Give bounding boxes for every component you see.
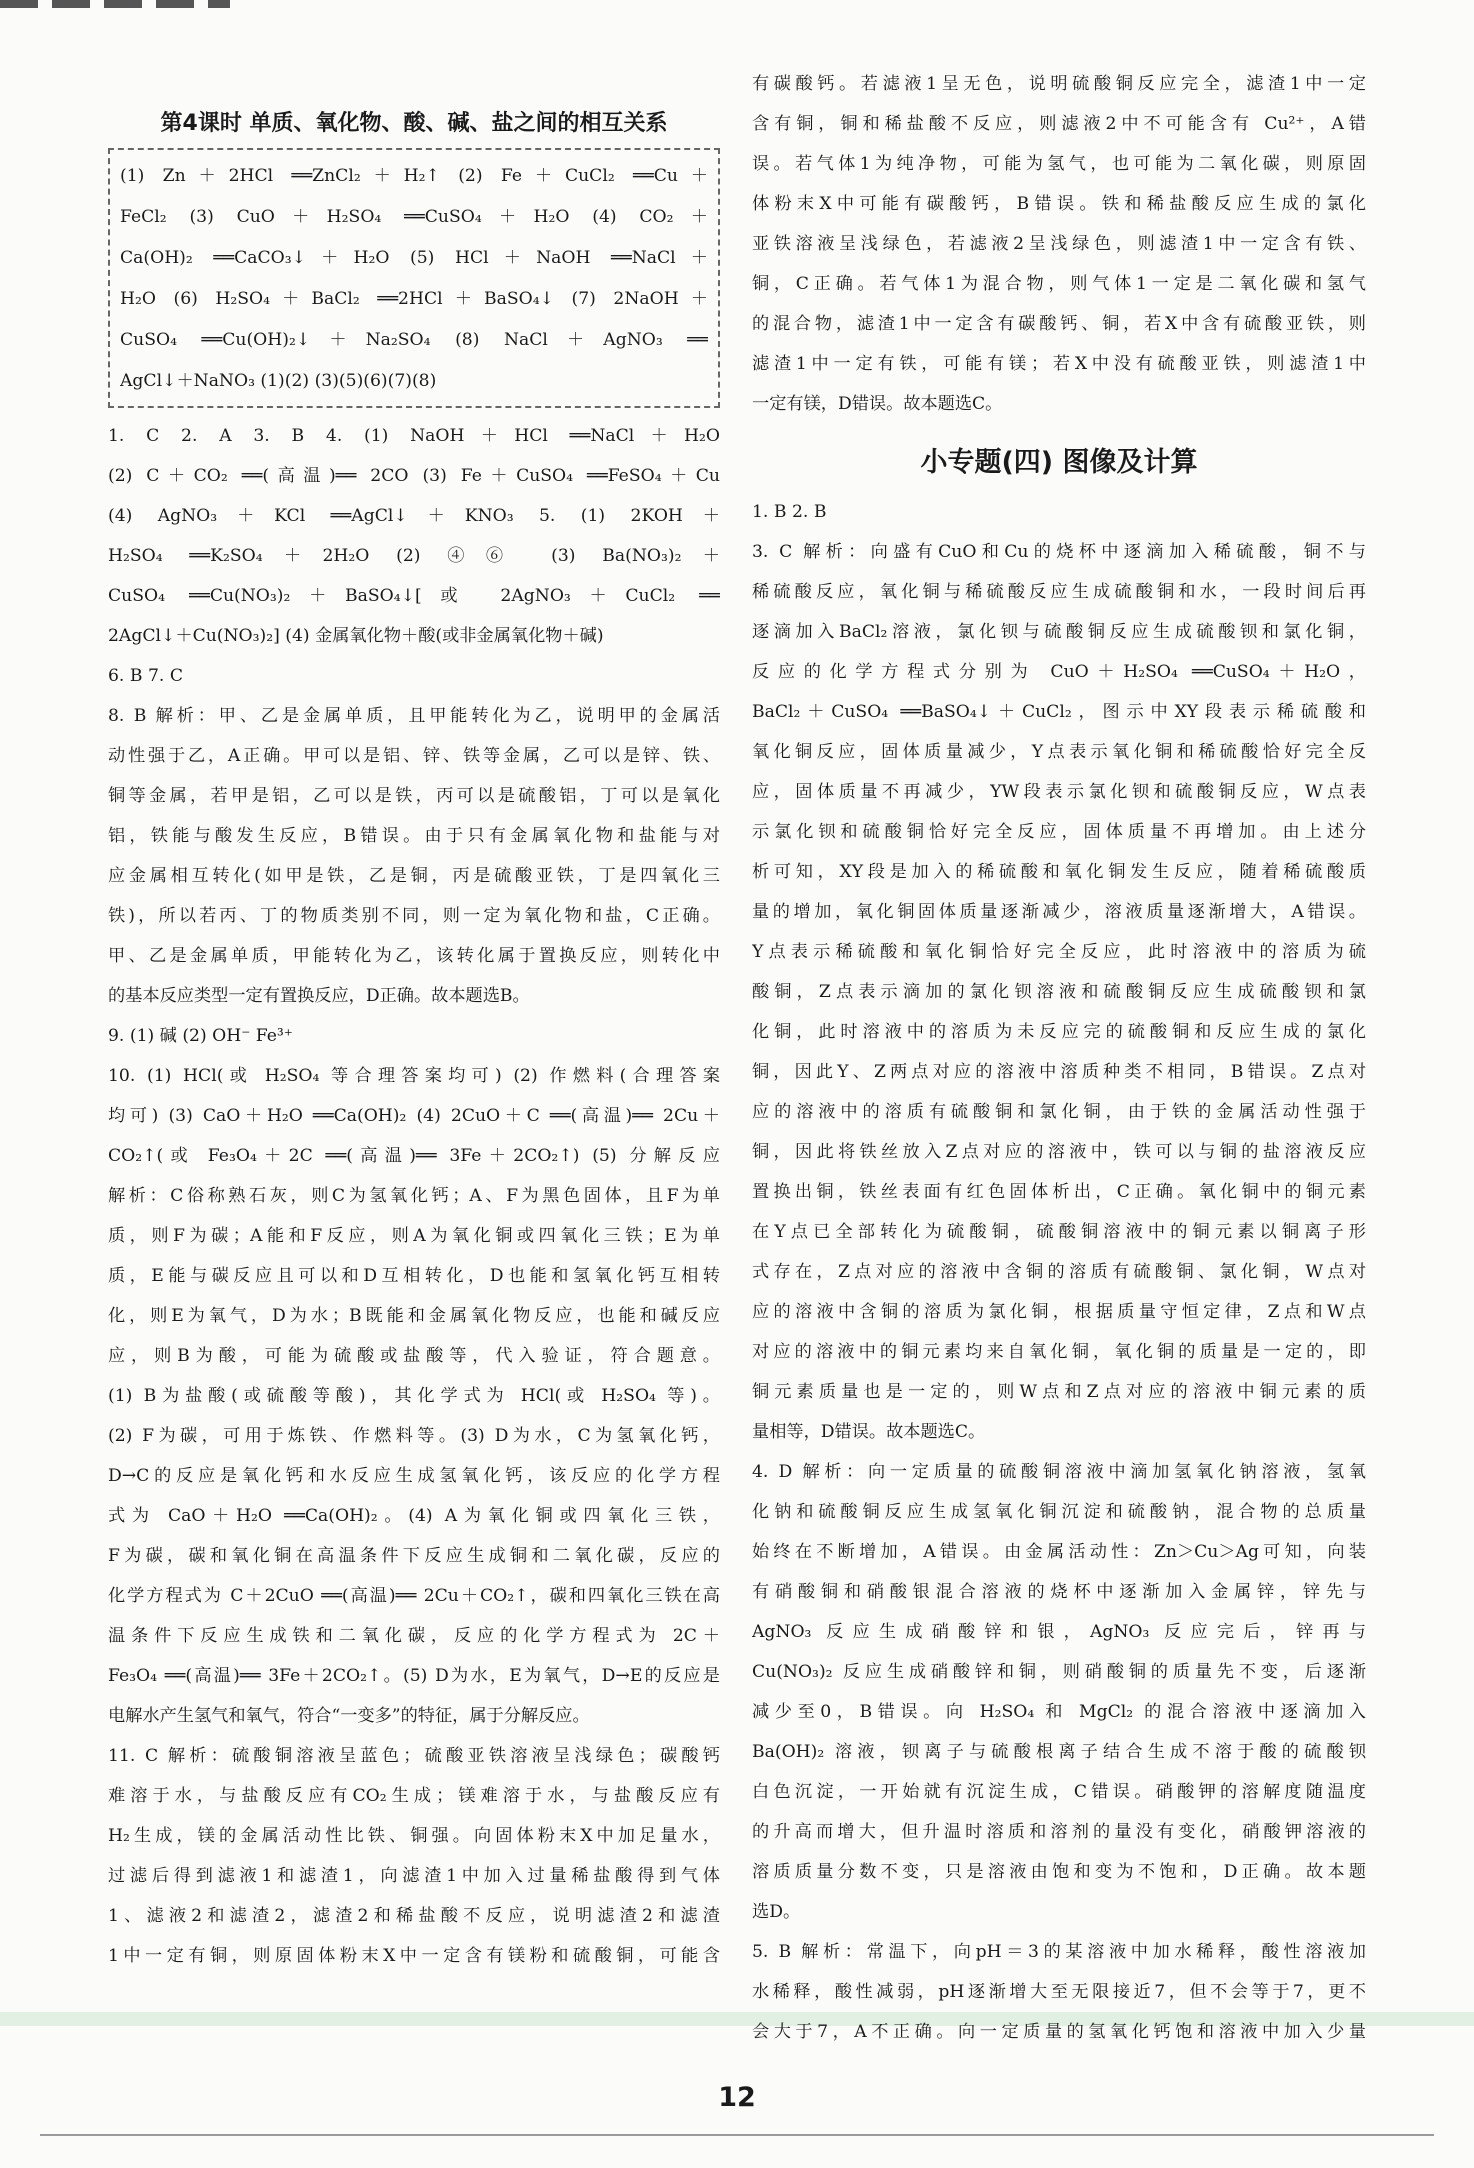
- section-title-lesson4: 第4课时 单质、氧化物、酸、碱、盐之间的相互关系: [160, 111, 668, 136]
- text-line: 1、滤液2和滤渣2，滤渣2和稀盐酸不反应，说明滤渣2和滤渣: [108, 1906, 720, 1926]
- text-line: 1. C 2. A 3. B 4. (1) NaOH＋HCl ══NaCl＋H₂O: [108, 426, 720, 446]
- text-line: 应，则B为酸，可能为硫酸或盐酸等，代入验证，符合题意。: [108, 1346, 720, 1366]
- text-line: 水稀释，酸性减弱，pH逐渐增大至无限接近7，但不会等于7，更不: [752, 1982, 1366, 2002]
- box-line: Ca(OH)₂ ══CaCO₃↓＋H₂O (5) HCl＋NaOH ══NaCl＋: [120, 248, 708, 268]
- text-line: 减少至0，B错误。向 H₂SO₄ 和 MgCl₂ 的混合溶液中逐滴加入: [752, 1702, 1366, 1722]
- text-line: Ba(OH)₂ 溶液，钡离子与硫酸根离子结合生成不溶于酸的硫酸钡: [752, 1742, 1366, 1762]
- text-line: 化铜，此时溶液中的溶质为未反应完的硫酸铜和反应生成的氯化: [752, 1022, 1366, 1042]
- text-line: 的基本反应类型一定有置换反应，D正确。故本题选B。: [108, 986, 530, 1006]
- text-line: 5. B 解析：常温下，向pH＝3的某溶液中加水稀释，酸性溶液加: [752, 1942, 1366, 1962]
- box-line: CuSO₄ ══Cu(OH)₂↓＋Na₂SO₄ (8) NaCl＋AgNO₃ ══: [120, 330, 708, 350]
- text-line: 铜，C正确。若气体1为混合物，则气体1一定是二氧化碳和氢气: [752, 274, 1366, 294]
- text-line: 质，E能与碳反应且可以和D互相转化，D也能和氢氧化钙互相转: [108, 1266, 720, 1286]
- text-line: 9. (1) 碱 (2) OH⁻ Fe³⁺: [108, 1026, 293, 1046]
- text-line: 会大于7，A不正确。向一定质量的氢氧化钙饱和溶液中加入少量: [752, 2022, 1366, 2042]
- text-line: 一定有镁，D错误。故本题选C。: [752, 394, 1003, 414]
- text-line: 体粉末X中可能有碳酸钙，B错误。铁和稀盐酸反应生成的氯化: [752, 194, 1366, 214]
- answer-text: [108, 416, 720, 1976]
- text-line: H₂SO₄ ══K₂SO₄＋2H₂O (2) ④⑥ (3) Ba(NO₃)₂＋: [108, 546, 720, 566]
- continued-answer-text: [752, 64, 1366, 424]
- text-line: 解析：C俗称熟石灰，则C为氢氧化钙；A、F为黑色固体，且F为单: [108, 1186, 720, 1206]
- text-line: 有硝酸铜和硝酸银混合溶液的烧杯中逐渐加入金属锌，锌先与: [752, 1582, 1366, 1602]
- text-line: 亚铁溶液呈浅绿色，若滤液2呈浅绿色，则滤渣1中一定含有铁、: [752, 234, 1366, 254]
- text-line: 铁)，所以若丙、丁的物质类别不同，则一定为氧化物和盐，C正确。: [108, 906, 720, 926]
- right-column: [752, 64, 1366, 2052]
- text-line: 铜等金属，若甲是铝，乙可以是铁，丙可以是硫酸铝，丁可以是氧化: [108, 786, 720, 806]
- text-line: 过滤后得到滤液1和滤渣1，向滤渣1中加入过量稀盐酸得到气体: [108, 1866, 720, 1886]
- text-line: 误。若气体1为纯净物，可能为氢气，也可能为二氧化碳，则原固: [752, 154, 1366, 174]
- left-column: [108, 104, 720, 1976]
- text-line: 铜元素质量也是一定的，则W点和Z点对应的溶液中铜元素的质: [752, 1382, 1366, 1402]
- text-line: (1) B为盐酸(或硫酸等酸)，其化学式为 HCl(或 H₂SO₄ 等)。: [108, 1386, 720, 1406]
- text-line: 示氯化钡和硫酸铜恰好完全反应，固体质量不再增加。由上述分: [752, 822, 1366, 842]
- text-line: 10. (1) HCl(或 H₂SO₄ 等合理答案均可) (2) 作燃料(合理答案: [108, 1066, 720, 1086]
- text-line: 选D。: [752, 1902, 801, 1922]
- text-line: 甲、乙是金属单质，甲能转化为乙，该转化属于置换反应，则转化中: [108, 946, 720, 966]
- text-line: 温条件下反应生成铁和二氧化碳，反应的化学方程式为 2C＋: [108, 1626, 720, 1646]
- text-line: 反应的化学方程式分别为 CuO＋H₂SO₄ ══CuSO₄＋H₂O，: [752, 662, 1366, 682]
- section-title-topic4: 小专题(四) 图像及计算: [920, 447, 1198, 478]
- text-line: 3. C 解析：向盛有CuO和Cu的烧杯中逐滴加入稀硫酸，铜不与: [752, 542, 1366, 562]
- text-line: 1. B 2. B: [752, 502, 827, 522]
- text-line: 的混合物，滤渣1中一定含有碳酸钙、铜，若X中含有硫酸亚铁，则: [752, 314, 1366, 334]
- text-line: 置换出铜，铁丝表面有红色固体析出，C正确。氧化铜中的铜元素: [752, 1182, 1366, 1202]
- box-line: AgCl↓＋NaNO₃ (1)(2) (3)(5)(6)(7)(8): [120, 371, 437, 391]
- text-line: 析可知，XY段是加入的稀硫酸和氧化铜发生反应，随着稀硫酸质: [752, 862, 1366, 882]
- text-line: 11. C 解析：硫酸铜溶液呈蓝色；硫酸亚铁溶液呈浅绿色；碳酸钙: [108, 1746, 720, 1766]
- box-line: H₂O (6) H₂SO₄＋BaCl₂ ══2HCl＋BaSO₄↓ (7) 2NaOH＋: [120, 289, 708, 309]
- text-line: 均可) (3) CaO＋H₂O ══Ca(OH)₂ (4) 2CuO＋C ══(高温)══ 2Cu＋: [108, 1106, 720, 1126]
- text-line: 对应的溶液中的铜元素均来自氧化铜，氧化铜的质量是一定的，即: [752, 1342, 1366, 1362]
- text-line: 的升高而增大，但升温时溶质和溶剂的量没有变化，硝酸钾溶液的: [752, 1822, 1366, 1842]
- text-line: 应金属相互转化(如甲是铁，乙是铜，丙是硫酸亚铁，丁是四氧化三: [108, 866, 720, 886]
- box-line: FeCl₂ (3) CuO＋H₂SO₄ ══CuSO₄＋H₂O (4) CO₂＋: [120, 207, 708, 227]
- text-line: 难溶于水，与盐酸反应有CO₂生成；镁难溶于水，与盐酸反应有: [108, 1786, 720, 1806]
- text-line: BaCl₂＋CuSO₄ ══BaSO₄↓＋CuCl₂，图示中XY段表示稀硫酸和: [752, 702, 1366, 722]
- text-line: 逐滴加入BaCl₂溶液，氯化钡与硫酸铜反应生成硫酸钡和氯化铜，: [752, 622, 1366, 642]
- text-line: 滤渣1中一定有铁，可能有镁；若X中没有硫酸亚铁，则滤渣1中: [752, 354, 1366, 374]
- text-line: Fe₃O₄ ══(高温)══ 3Fe＋2CO₂↑。(5) D为水，E为氧气，D→E的反应是: [108, 1666, 720, 1686]
- footer-rule: [40, 2134, 1434, 2136]
- text-line: 应，固体质量不再减少，YW段表示氯化钡和硫酸铜反应，W点表: [752, 782, 1366, 802]
- text-line: 4. D 解析：向一定质量的硫酸铜溶液中滴加氢氧化钠溶液，氢氧: [752, 1462, 1366, 1482]
- answer-text: [752, 492, 1366, 2052]
- text-line: 铝，铁能与酸发生反应，B错误。由于只有金属氧化物和盐能与对: [108, 826, 720, 846]
- text-line: CO₂↑(或 Fe₃O₄＋2C ══(高温)══ 3Fe＋2CO₂↑) (5) 分解反应: [108, 1146, 720, 1166]
- text-line: 铜，因此将铁丝放入Z点对应的溶液中，铁可以与铜的盐溶液反应: [752, 1142, 1366, 1162]
- text-line: D→C的反应是氧化钙和水反应生成氢氧化钙，该反应的化学方程: [108, 1466, 720, 1486]
- text-line: 化钠和硫酸铜反应生成氢氧化铜沉淀和硫酸钠，混合物的总质量: [752, 1502, 1366, 1522]
- text-line: 电解水产生氢气和氧气，符合“一变多”的特征，属于分解反应。: [108, 1706, 590, 1726]
- corner-mark: [0, 0, 230, 8]
- text-line: (4) AgNO₃＋KCl ══AgCl↓＋KNO₃ 5. (1) 2KOH＋: [108, 506, 720, 526]
- box-line: (1) Zn＋2HCl ══ZnCl₂＋H₂↑ (2) Fe＋CuCl₂ ══Cu＋: [120, 166, 708, 186]
- text-line: AgNO₃ 反应生成硝酸锌和银，AgNO₃ 反应完后，锌再与: [752, 1622, 1366, 1642]
- text-line: 化学方程式为 C＋2CuO ══(高温)══ 2Cu＋CO₂↑，碳和四氧化三铁在高: [108, 1586, 720, 1606]
- text-line: 2AgCl↓＋Cu(NO₃)₂] (4) 金属氧化物＋酸(或非金属氧化物＋碱): [108, 626, 604, 646]
- text-line: H₂生成，镁的金属活动性比铁、铜强。向固体粉末X中加足量水，: [108, 1826, 720, 1846]
- text-line: 白色沉淀，一开始就有沉淀生成，C错误。硝酸钾的溶解度随温度: [752, 1782, 1366, 1802]
- text-line: 应的溶液中含铜的溶质为氯化铜，根据质量守恒定律，Z点和W点: [752, 1302, 1366, 1322]
- text-line: 质，则F为碳；A能和F反应，则A为氧化铜或四氧化三铁；E为单: [108, 1226, 720, 1246]
- text-line: 铜，因此Y、Z两点对应的溶液中溶质种类不相同，B错误。Z点对: [752, 1062, 1366, 1082]
- page-number: 12: [718, 2082, 756, 2113]
- text-line: 应的溶液中的溶质有硫酸铜和氯化铜，由于铁的金属活动性强于: [752, 1102, 1366, 1122]
- text-line: F为碳，碳和氧化铜在高温条件下反应生成铜和二氧化碳，反应的: [108, 1546, 720, 1566]
- text-line: 在Y点已全部转化为硫酸铜，硫酸铜溶液中的铜元素以铜离子形: [752, 1222, 1366, 1242]
- text-line: 酸铜，Z点表示滴加的氯化钡溶液和硫酸铜反应生成硫酸钡和氯: [752, 982, 1366, 1002]
- text-line: 始终在不断增加，A错误。由金属活动性：Zn＞Cu＞Ag可知，向装: [752, 1542, 1366, 1562]
- equation-summary-box: [108, 148, 720, 408]
- text-line: (2) C＋CO₂ ══(高温)══ 2CO (3) Fe＋CuSO₄ ══FeSO₄＋Cu: [108, 466, 720, 486]
- text-line: 稀硫酸反应，氧化铜与稀硫酸反应生成硫酸铜和水，一段时间后再: [752, 582, 1366, 602]
- text-line: 化，则E为氧气，D为水；B既能和金属氧化物反应，也能和碱反应: [108, 1306, 720, 1326]
- text-line: Cu(NO₃)₂ 反应生成硝酸锌和铜，则硝酸铜的质量先不变，后逐渐: [752, 1662, 1366, 1682]
- text-line: 8. B 解析：甲、乙是金属单质，且甲能转化为乙，说明甲的金属活: [108, 706, 720, 726]
- text-line: 式存在，Z点对应的溶液中含铜的溶质有硫酸铜、氯化铜，W点对: [752, 1262, 1366, 1282]
- text-line: 含有铜，铜和稀盐酸不反应，则滤液2中不可能含有 Cu²⁺，A错: [752, 114, 1366, 134]
- text-line: 1中一定有铜，则原固体粉末X中一定含有镁粉和硫酸铜，可能含: [108, 1946, 720, 1966]
- text-line: (2) F为碳，可用于炼铁、作燃料等。(3) D为水，C为氢氧化钙，: [108, 1426, 720, 1446]
- text-line: 6. B 7. C: [108, 666, 183, 686]
- text-line: 溶质质量分数不变，只是溶液由饱和变为不饱和，D正确。故本题: [752, 1862, 1366, 1882]
- text-line: 式为 CaO＋H₂O ══Ca(OH)₂。(4) A为氧化铜或四氧化三铁，: [108, 1506, 720, 1526]
- text-line: 氧化铜反应，固体质量减少，Y点表示氧化铜和稀硫酸恰好完全反: [752, 742, 1366, 762]
- text-line: 量的增加，氧化铜固体质量逐渐减少，溶液质量逐渐增大，A错误。: [752, 902, 1366, 922]
- text-line: 动性强于乙，A正确。甲可以是铝、锌、铁等金属，乙可以是锌、铁、: [108, 746, 720, 766]
- text-line: 量相等，D错误。故本题选C。: [752, 1422, 986, 1442]
- text-line: Y点表示稀硫酸和氧化铜恰好完全反应，此时溶液中的溶质为硫: [752, 942, 1366, 962]
- text-line: 有碳酸钙。若滤液1呈无色，说明硫酸铜反应完全，滤渣1中一定: [752, 74, 1366, 94]
- text-line: CuSO₄ ══Cu(NO₃)₂＋BaSO₄↓[或 2AgNO₃＋CuCl₂ ══: [108, 586, 720, 606]
